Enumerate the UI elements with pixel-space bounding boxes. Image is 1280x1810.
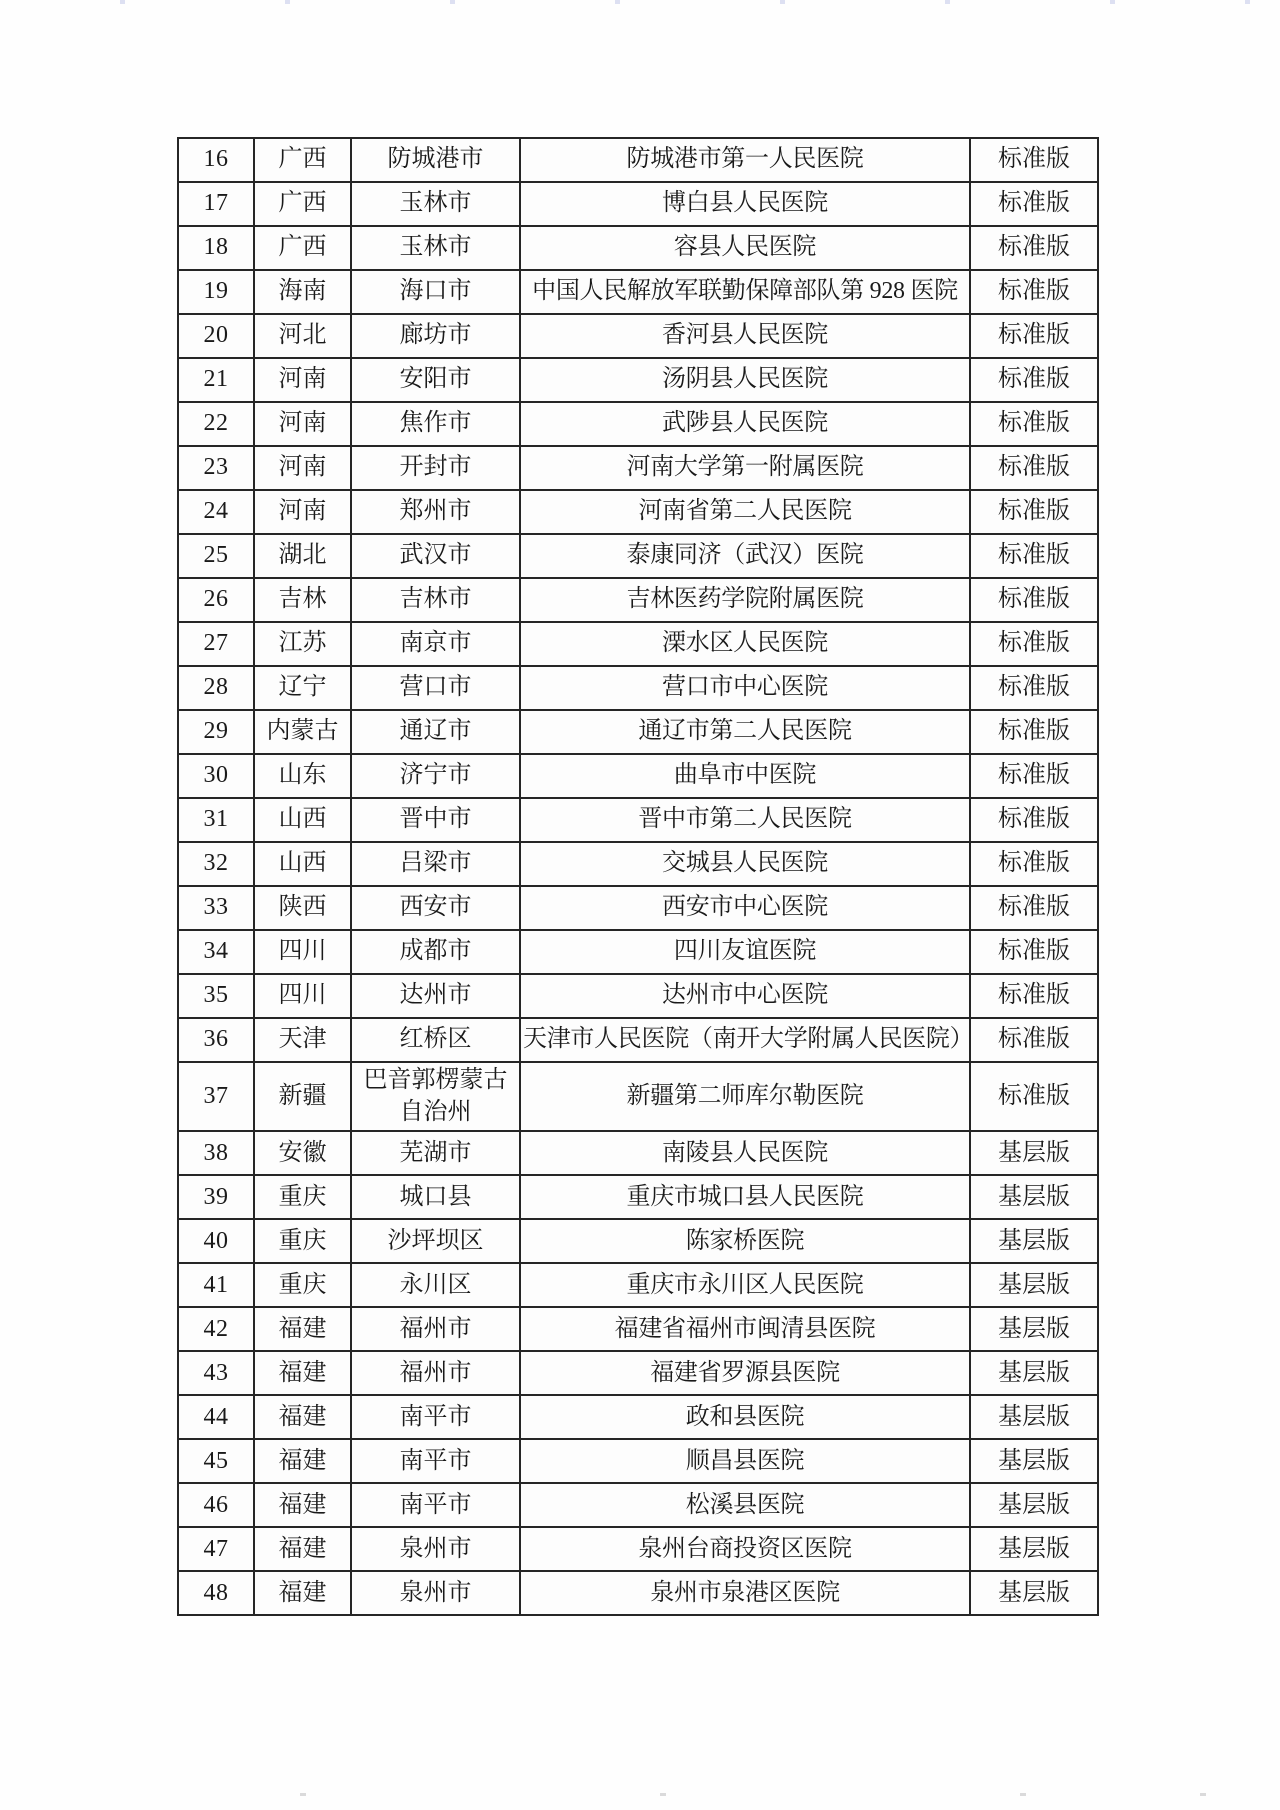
city-cell: 济宁市	[351, 754, 520, 798]
table-row	[178, 666, 1098, 710]
city-cell: 吕梁市	[351, 842, 520, 886]
edition-cell: 基层版	[970, 1439, 1098, 1483]
table-row	[178, 314, 1098, 358]
row-number-cell: 37	[178, 1062, 254, 1131]
row-number-cell: 39	[178, 1175, 254, 1219]
province-cell: 吉林	[254, 578, 351, 622]
hospital-name-cell: 达州市中心医院	[520, 974, 970, 1018]
row-number-cell: 25	[178, 534, 254, 578]
province-cell: 安徽	[254, 1131, 351, 1175]
table-row	[178, 1351, 1098, 1395]
edition-cell: 标准版	[970, 182, 1098, 226]
table-row	[178, 1219, 1098, 1263]
province-cell: 陕西	[254, 886, 351, 930]
city-cell: 泉州市	[351, 1527, 520, 1571]
table-row	[178, 138, 1098, 182]
city-cell: 芜湖市	[351, 1131, 520, 1175]
table-row	[178, 1527, 1098, 1571]
province-cell: 福建	[254, 1483, 351, 1527]
province-cell: 天津	[254, 1018, 351, 1062]
hospital-name-cell: 政和县医院	[520, 1395, 970, 1439]
scan-artifact	[285, 0, 290, 4]
province-cell: 福建	[254, 1439, 351, 1483]
province-cell: 广西	[254, 182, 351, 226]
city-cell: 南平市	[351, 1395, 520, 1439]
hospital-table-body	[178, 138, 1098, 1615]
hospital-name-cell: 福建省福州市闽清县医院	[520, 1307, 970, 1351]
edition-cell: 标准版	[970, 534, 1098, 578]
row-number-cell: 30	[178, 754, 254, 798]
hospital-name-cell: 泉州市泉港区医院	[520, 1571, 970, 1615]
scan-artifact	[300, 1793, 306, 1796]
hospital-name-cell: 天津市人民医院（南开大学附属人民医院）	[520, 1018, 970, 1062]
city-cell: 安阳市	[351, 358, 520, 402]
province-cell: 福建	[254, 1307, 351, 1351]
city-cell: 玉林市	[351, 226, 520, 270]
edition-cell: 基层版	[970, 1263, 1098, 1307]
hospital-name-cell: 新疆第二师库尔勒医院	[520, 1062, 970, 1131]
row-number-cell: 26	[178, 578, 254, 622]
province-cell: 重庆	[254, 1219, 351, 1263]
province-cell: 河北	[254, 314, 351, 358]
edition-cell: 标准版	[970, 226, 1098, 270]
edition-cell: 标准版	[970, 490, 1098, 534]
edition-cell: 标准版	[970, 842, 1098, 886]
row-number-cell: 20	[178, 314, 254, 358]
scan-artifact	[1110, 0, 1115, 4]
row-number-cell: 47	[178, 1527, 254, 1571]
city-cell: 南平市	[351, 1483, 520, 1527]
edition-cell: 标准版	[970, 270, 1098, 314]
row-number-cell: 40	[178, 1219, 254, 1263]
edition-cell: 标准版	[970, 798, 1098, 842]
row-number-cell: 32	[178, 842, 254, 886]
province-cell: 广西	[254, 226, 351, 270]
city-cell: 沙坪坝区	[351, 1219, 520, 1263]
city-cell: 南京市	[351, 622, 520, 666]
row-number-cell: 29	[178, 710, 254, 754]
city-cell: 成都市	[351, 930, 520, 974]
table-row	[178, 798, 1098, 842]
edition-cell: 基层版	[970, 1351, 1098, 1395]
city-cell: 营口市	[351, 666, 520, 710]
table-row	[178, 402, 1098, 446]
edition-cell: 标准版	[970, 930, 1098, 974]
city-cell: 福州市	[351, 1351, 520, 1395]
table-row	[178, 710, 1098, 754]
scan-artifact	[120, 0, 125, 4]
row-number-cell: 35	[178, 974, 254, 1018]
city-cell: 玉林市	[351, 182, 520, 226]
province-cell: 广西	[254, 138, 351, 182]
hospital-name-cell: 吉林医药学院附属医院	[520, 578, 970, 622]
row-number-cell: 42	[178, 1307, 254, 1351]
edition-cell: 标准版	[970, 1062, 1098, 1131]
hospital-name-cell: 防城港市第一人民医院	[520, 138, 970, 182]
edition-cell: 标准版	[970, 314, 1098, 358]
city-cell: 福州市	[351, 1307, 520, 1351]
city-cell: 泉州市	[351, 1571, 520, 1615]
edition-cell: 标准版	[970, 886, 1098, 930]
hospital-name-cell: 溧水区人民医院	[520, 622, 970, 666]
row-number-cell: 33	[178, 886, 254, 930]
table-row	[178, 226, 1098, 270]
table-row	[178, 886, 1098, 930]
province-cell: 山西	[254, 842, 351, 886]
city-cell: 吉林市	[351, 578, 520, 622]
city-cell: 晋中市	[351, 798, 520, 842]
province-cell: 福建	[254, 1395, 351, 1439]
row-number-cell: 17	[178, 182, 254, 226]
table-row	[178, 1571, 1098, 1615]
province-cell: 河南	[254, 446, 351, 490]
city-cell: 通辽市	[351, 710, 520, 754]
row-number-cell: 16	[178, 138, 254, 182]
table-row	[178, 1395, 1098, 1439]
edition-cell: 基层版	[970, 1395, 1098, 1439]
hospital-name-cell: 西安市中心医院	[520, 886, 970, 930]
hospital-name-cell: 曲阜市中医院	[520, 754, 970, 798]
hospital-name-cell: 南陵县人民医院	[520, 1131, 970, 1175]
edition-cell: 标准版	[970, 138, 1098, 182]
edition-cell: 标准版	[970, 622, 1098, 666]
province-cell: 湖北	[254, 534, 351, 578]
city-cell: 西安市	[351, 886, 520, 930]
scan-artifact	[1200, 1793, 1206, 1796]
province-cell: 福建	[254, 1351, 351, 1395]
row-number-cell: 21	[178, 358, 254, 402]
city-cell: 达州市	[351, 974, 520, 1018]
hospital-name-cell: 中国人民解放军联勤保障部队第 928 医院	[520, 270, 970, 314]
table-row	[178, 930, 1098, 974]
row-number-cell: 43	[178, 1351, 254, 1395]
row-number-cell: 24	[178, 490, 254, 534]
scan-artifact	[780, 0, 785, 4]
hospital-name-cell: 福建省罗源县医院	[520, 1351, 970, 1395]
city-cell: 红桥区	[351, 1018, 520, 1062]
row-number-cell: 27	[178, 622, 254, 666]
table-row	[178, 842, 1098, 886]
hospital-name-cell: 泰康同济（武汉）医院	[520, 534, 970, 578]
city-cell: 开封市	[351, 446, 520, 490]
province-cell: 河南	[254, 490, 351, 534]
table-row	[178, 490, 1098, 534]
province-cell: 重庆	[254, 1263, 351, 1307]
hospital-name-cell: 通辽市第二人民医院	[520, 710, 970, 754]
province-cell: 江苏	[254, 622, 351, 666]
edition-cell: 标准版	[970, 1018, 1098, 1062]
hospital-name-cell: 重庆市永川区人民医院	[520, 1263, 970, 1307]
table-row	[178, 1131, 1098, 1175]
scan-artifact	[615, 0, 620, 4]
row-number-cell: 36	[178, 1018, 254, 1062]
edition-cell: 基层版	[970, 1307, 1098, 1351]
province-cell: 海南	[254, 270, 351, 314]
table-row	[178, 182, 1098, 226]
table-row	[178, 1307, 1098, 1351]
table-row	[178, 754, 1098, 798]
table-row	[178, 974, 1098, 1018]
row-number-cell: 34	[178, 930, 254, 974]
hospital-name-cell: 顺昌县医院	[520, 1439, 970, 1483]
hospital-name-cell: 武陟县人民医院	[520, 402, 970, 446]
city-cell: 武汉市	[351, 534, 520, 578]
scan-artifact	[1020, 1793, 1026, 1796]
city-cell: 防城港市	[351, 138, 520, 182]
table-row	[178, 270, 1098, 314]
table-row	[178, 1439, 1098, 1483]
row-number-cell: 18	[178, 226, 254, 270]
row-number-cell: 23	[178, 446, 254, 490]
province-cell: 河南	[254, 402, 351, 446]
row-number-cell: 19	[178, 270, 254, 314]
province-cell: 重庆	[254, 1175, 351, 1219]
table-row	[178, 578, 1098, 622]
row-number-cell: 45	[178, 1439, 254, 1483]
edition-cell: 标准版	[970, 402, 1098, 446]
table-row	[178, 1263, 1098, 1307]
hospital-name-cell: 营口市中心医院	[520, 666, 970, 710]
row-number-cell: 31	[178, 798, 254, 842]
table-row	[178, 446, 1098, 490]
edition-cell: 标准版	[970, 358, 1098, 402]
edition-cell: 标准版	[970, 446, 1098, 490]
city-cell: 焦作市	[351, 402, 520, 446]
table-row	[178, 534, 1098, 578]
edition-cell: 基层版	[970, 1131, 1098, 1175]
edition-cell: 标准版	[970, 578, 1098, 622]
province-cell: 四川	[254, 974, 351, 1018]
hospital-name-cell: 陈家桥医院	[520, 1219, 970, 1263]
edition-cell: 基层版	[970, 1483, 1098, 1527]
hospital-name-cell: 晋中市第二人民医院	[520, 798, 970, 842]
province-cell: 山东	[254, 754, 351, 798]
edition-cell: 标准版	[970, 710, 1098, 754]
city-cell: 南平市	[351, 1439, 520, 1483]
province-cell: 内蒙古	[254, 710, 351, 754]
hospital-name-cell: 容县人民医院	[520, 226, 970, 270]
scan-artifact	[450, 0, 455, 4]
province-cell: 福建	[254, 1571, 351, 1615]
edition-cell: 基层版	[970, 1219, 1098, 1263]
scan-artifact	[660, 1793, 666, 1796]
province-cell: 河南	[254, 358, 351, 402]
table-row	[178, 1062, 1098, 1131]
province-cell: 辽宁	[254, 666, 351, 710]
row-number-cell: 38	[178, 1131, 254, 1175]
row-number-cell: 41	[178, 1263, 254, 1307]
province-cell: 四川	[254, 930, 351, 974]
hospital-list-table	[177, 137, 1099, 1616]
province-cell: 福建	[254, 1527, 351, 1571]
city-cell: 郑州市	[351, 490, 520, 534]
edition-cell: 标准版	[970, 754, 1098, 798]
edition-cell: 基层版	[970, 1527, 1098, 1571]
city-cell: 海口市	[351, 270, 520, 314]
edition-cell: 基层版	[970, 1175, 1098, 1219]
edition-cell: 基层版	[970, 1571, 1098, 1615]
hospital-name-cell: 汤阴县人民医院	[520, 358, 970, 402]
edition-cell: 标准版	[970, 974, 1098, 1018]
province-cell: 新疆	[254, 1062, 351, 1131]
row-number-cell: 28	[178, 666, 254, 710]
edition-cell: 标准版	[970, 666, 1098, 710]
table-row	[178, 358, 1098, 402]
table-row	[178, 1175, 1098, 1219]
row-number-cell: 44	[178, 1395, 254, 1439]
city-cell: 永川区	[351, 1263, 520, 1307]
row-number-cell: 22	[178, 402, 254, 446]
hospital-name-cell: 博白县人民医院	[520, 182, 970, 226]
city-cell: 廊坊市	[351, 314, 520, 358]
scan-artifact	[1245, 0, 1250, 4]
hospital-name-cell: 四川友谊医院	[520, 930, 970, 974]
city-cell: 城口县	[351, 1175, 520, 1219]
hospital-name-cell: 松溪县医院	[520, 1483, 970, 1527]
hospital-name-cell: 重庆市城口县人民医院	[520, 1175, 970, 1219]
hospital-name-cell: 河南省第二人民医院	[520, 490, 970, 534]
hospital-name-cell: 交城县人民医院	[520, 842, 970, 886]
scan-artifact	[945, 0, 950, 4]
table-row	[178, 1483, 1098, 1527]
table-row	[178, 1018, 1098, 1062]
hospital-name-cell: 泉州台商投资区医院	[520, 1527, 970, 1571]
hospital-name-cell: 河南大学第一附属医院	[520, 446, 970, 490]
province-cell: 山西	[254, 798, 351, 842]
row-number-cell: 48	[178, 1571, 254, 1615]
hospital-name-cell: 香河县人民医院	[520, 314, 970, 358]
city-cell: 巴音郭楞蒙古自治州	[351, 1062, 520, 1131]
row-number-cell: 46	[178, 1483, 254, 1527]
table-row	[178, 622, 1098, 666]
